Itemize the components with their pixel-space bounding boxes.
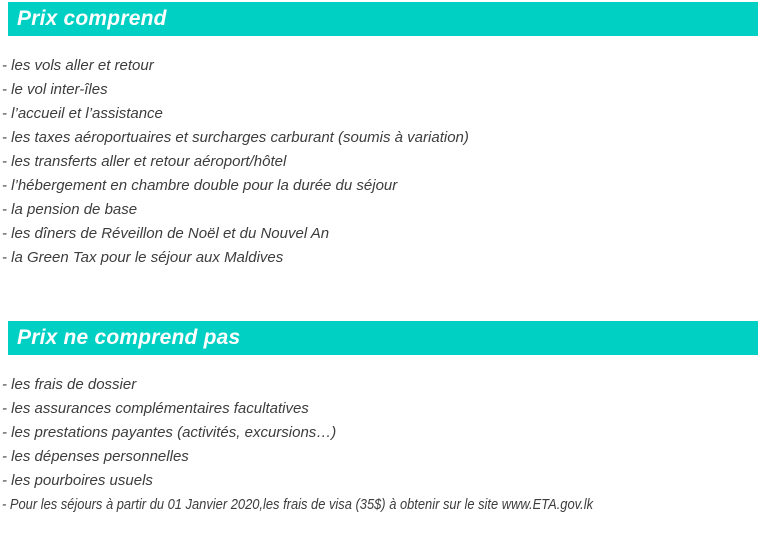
- section-price-excludes: [0, 321, 758, 517]
- section-title-price-includes: Prix comprend: [17, 7, 167, 30]
- list-item: - les dîners de Réveillon de Noël et du Nouvel An: [2, 225, 330, 242]
- list-item: - les vols aller et retour: [2, 57, 154, 74]
- included-list: [0, 36, 758, 270]
- list-item: - les transferts aller et retour aéroport/hôtel: [2, 153, 287, 170]
- list-item: - l’accueil et l’assistance: [2, 105, 163, 122]
- list-item: - les pourboires usuels: [2, 472, 153, 489]
- list-item: - la Green Tax pour le séjour aux Maldives: [2, 249, 284, 266]
- list-item: - Pour les séjours à partir du 01 Janvier 2020,les frais de visa (35$) à obtenir sur le site www.ETA.gov.lk: [2, 496, 594, 513]
- section-title-price-excludes: Prix ne comprend pas: [17, 326, 241, 349]
- excluded-list: [0, 355, 758, 517]
- page: [0, 2, 758, 534]
- section-header-price-excludes: [8, 321, 758, 355]
- section-price-includes: [0, 2, 758, 270]
- list-item: - le vol inter-îles: [2, 81, 108, 98]
- list-item: - les frais de dossier: [2, 376, 137, 393]
- section-header-price-includes: [8, 2, 758, 36]
- list-item: - la pension de base: [2, 201, 138, 218]
- list-item: - les assurances complémentaires facultatives: [2, 400, 309, 417]
- list-item: - les prestations payantes (activités, excursions…): [2, 424, 337, 441]
- list-item: - l’hébergement en chambre double pour la durée du séjour: [2, 177, 398, 194]
- list-item: - les taxes aéroportuaires et surcharges carburant (soumis à variation): [2, 129, 469, 146]
- list-item: - les dépenses personnelles: [2, 448, 189, 465]
